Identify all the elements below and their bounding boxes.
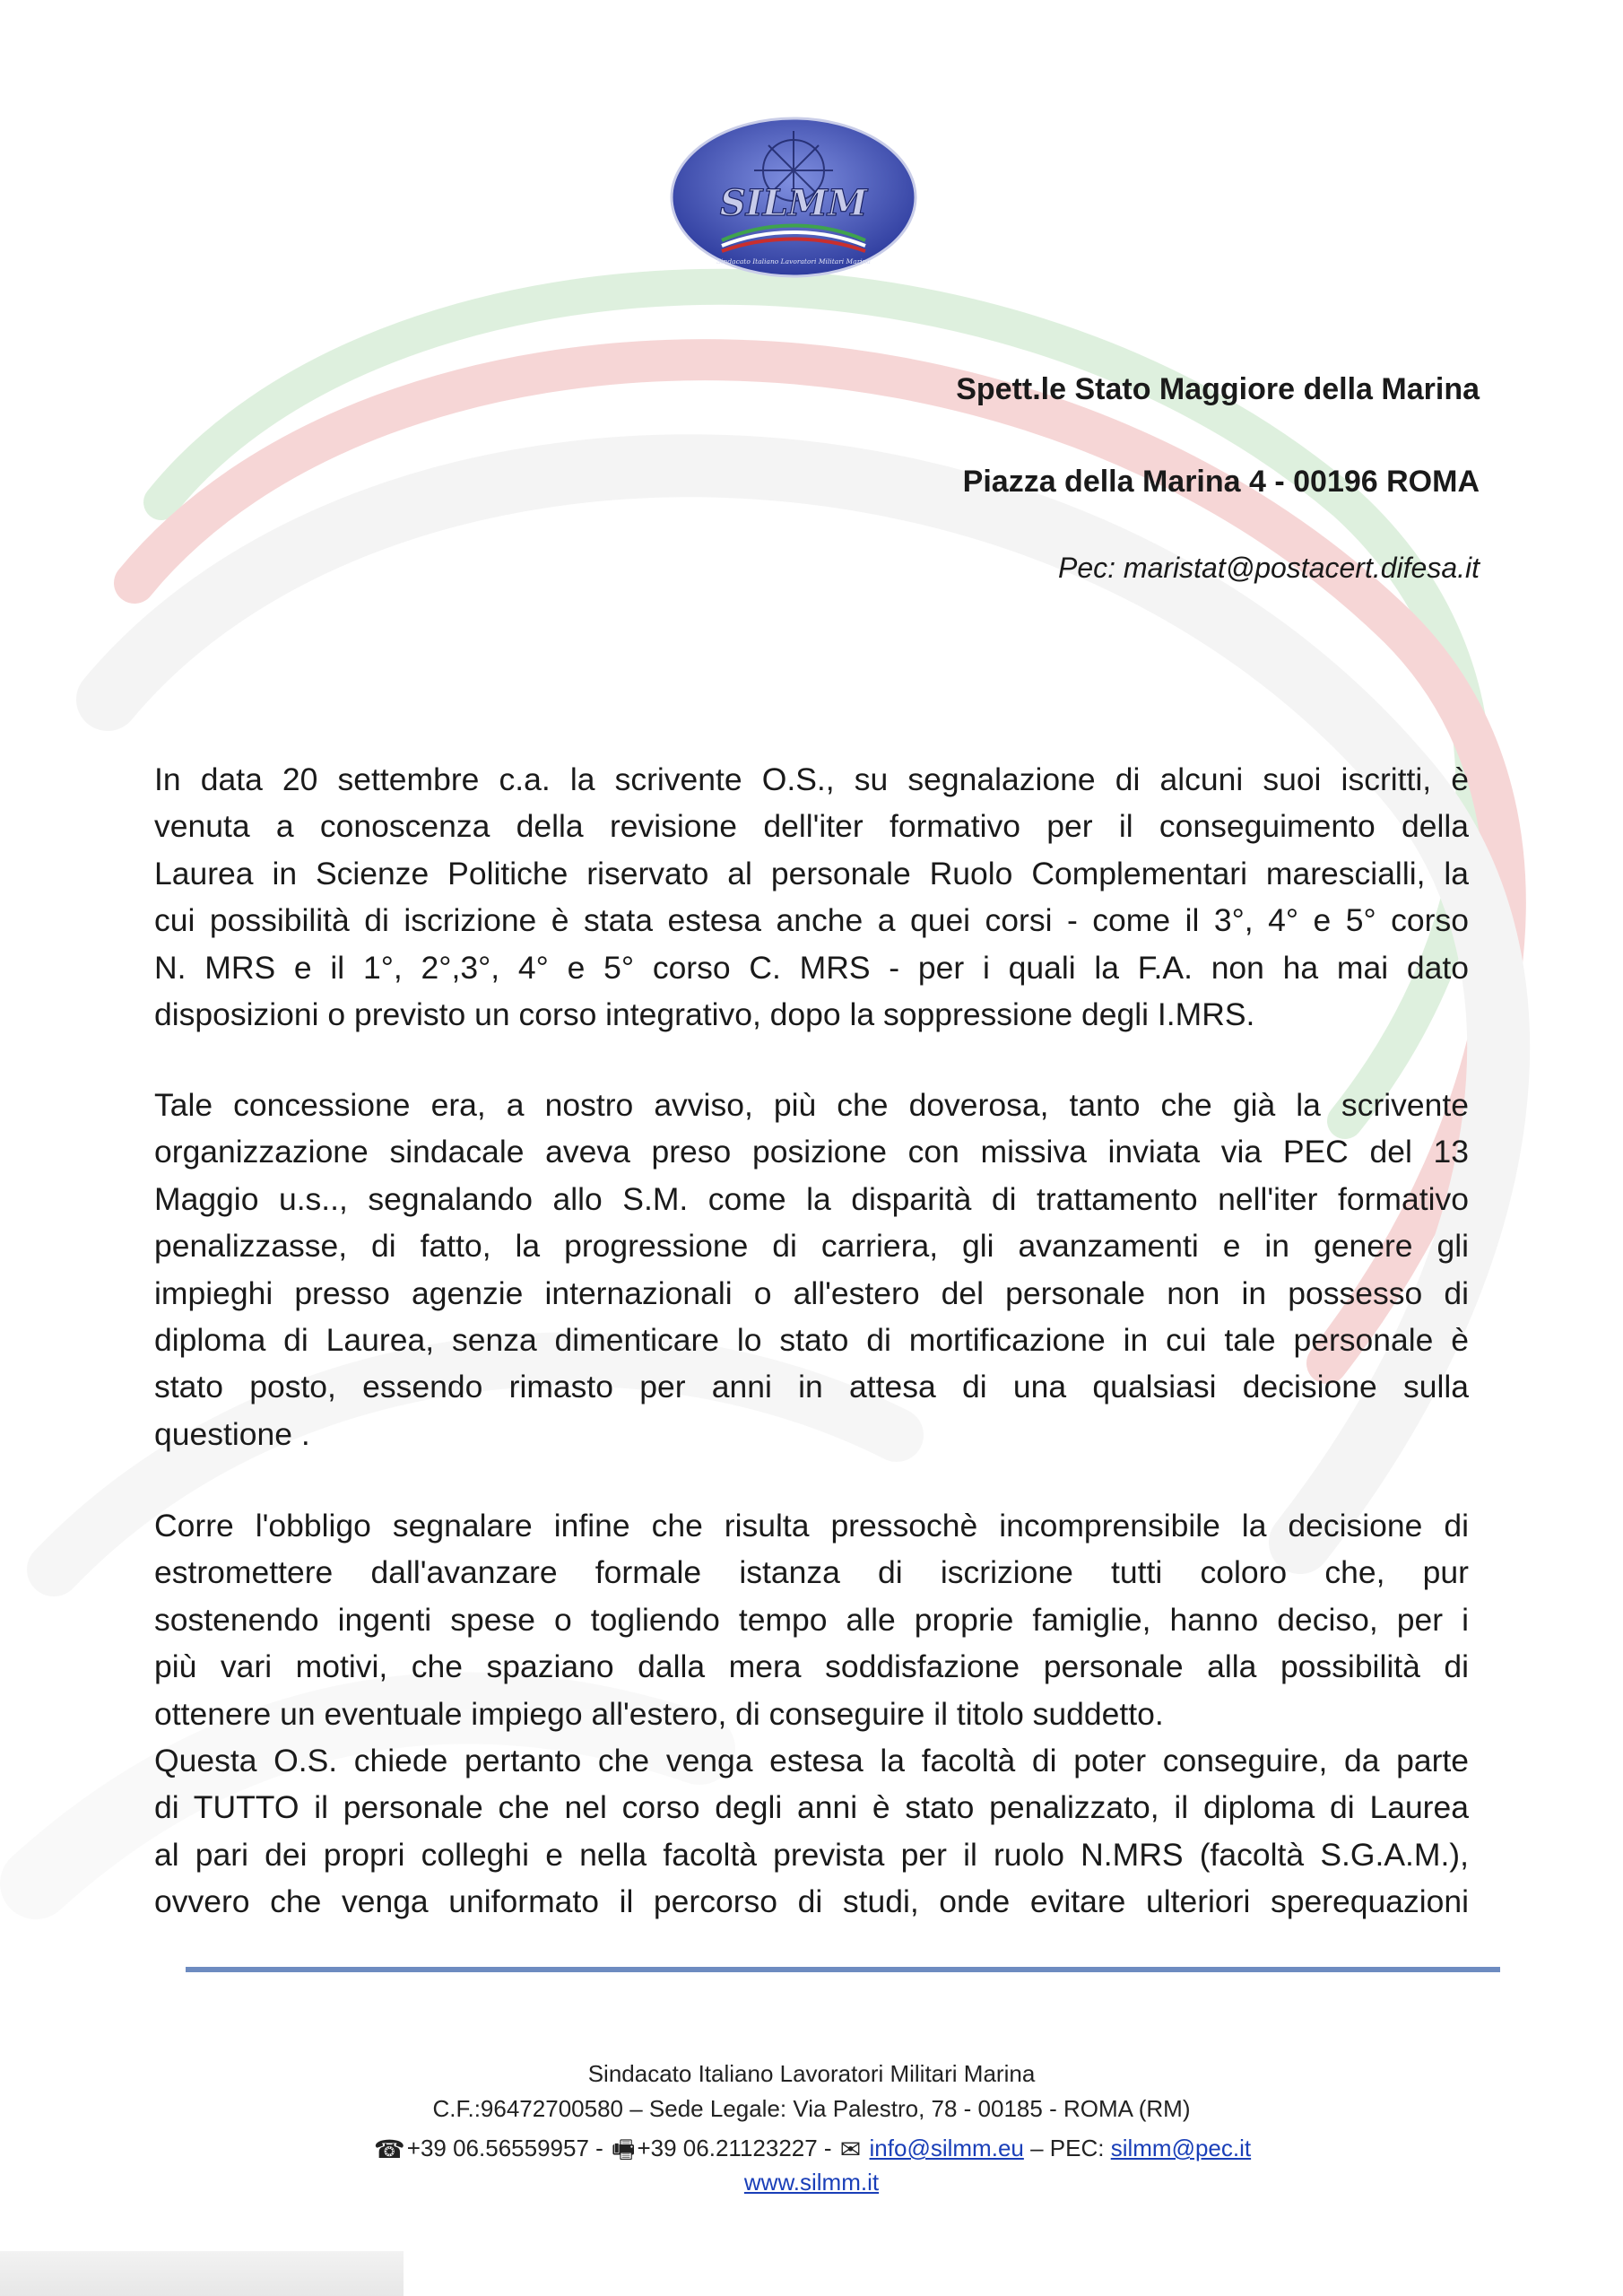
text-line: Laurea in Scienze Politiche riservato al personale Ruolo Complementari marescialli, la [154, 855, 1469, 891]
recipient-address: Piazza della Marina 4 - 00196 ROMA [962, 465, 1480, 499]
silmm-logo [668, 115, 919, 281]
recipient-pec: Pec: maristat@postacert.difesa.it [1058, 552, 1480, 584]
footer-fax: +39 06.21123227 - [637, 2135, 832, 2161]
text-line: di TUTTO il personale che nel corso degli anni è stato penalizzato, il diploma di Laurea [154, 1789, 1469, 1826]
fax-icon: 🖷 [612, 2135, 636, 2163]
text-line: ovvero che venga uniformato il percorso di studi, onde evitare ulteriori sperequazioni [154, 1883, 1469, 1920]
phone-icon: ☎ [373, 2135, 405, 2163]
text-line: disposizioni o previsto un corso integrativo, dopo la soppressione degli I.MRS. [154, 996, 1255, 1033]
text-line: Questa O.S. chiede pertanto che venga estesa la facoltà di poter conseguire, da parte [154, 1743, 1469, 1779]
footer-website-link[interactable]: www.silmm.it [743, 2169, 880, 2196]
text-line: impieghi presso agenzie internazionali o all'estero del personale non in possesso di [154, 1274, 1469, 1311]
text-line: Tale concessione era, a nostro avviso, più che doverosa, tanto che già la scrivente [154, 1087, 1469, 1123]
logo-text: SILMM [719, 182, 868, 224]
body-paragraph-1 [154, 756, 1469, 1038]
footer-pec-label: – PEC: [1030, 2135, 1105, 2161]
footer-org-name: Sindacato Italiano Lavoratori Militari Marina [587, 2060, 1036, 2087]
text-line: stato posto, essendo rimasto per anni in attesa di una qualsiasi decisione sulla [154, 1369, 1469, 1405]
recipient-name: Spett.le Stato Maggiore della Marina [956, 372, 1480, 406]
text-line: estromettere dall'avanzare formale istanza di iscrizione tutti coloro che, pur [154, 1554, 1469, 1591]
text-line: diploma di Laurea, senza dimenticare lo stato di mortificazione in cui tale personale è [154, 1322, 1469, 1359]
footer-contacts [0, 2131, 1623, 2174]
footer-legal-address: C.F.:96472700580 – Sede Legale: Via Palestro, 78 - 00185 - ROMA (RM) [432, 2095, 1191, 2122]
text-line: al pari dei propri colleghi e nella facoltà prevista per il ruolo N.MRS (facoltà S.G.A.M.), [154, 1836, 1469, 1873]
logo-subtitle: Sindacato Italiano Lavoratori Militari Marina [716, 257, 871, 265]
mail-icon: ✉ [839, 2135, 862, 2163]
text-line: più vari motivi, che spaziano dalla mera soddisfazione personale alla possibilità di [154, 1648, 1469, 1685]
text-line: In data 20 settembre c.a. la scrivente O.S., su segnalazione di alcuni suoi iscritti, è [154, 761, 1469, 797]
footer-pec-link[interactable]: silmm@pec.it [1110, 2135, 1252, 2161]
text-line: N. MRS e il 1°, 2°,3°, 4° e 5° corso C. MRS - per i quali la F.A. non ha mai dato [154, 949, 1469, 986]
text-line: sostenendo ingenti spese o togliendo tempo alle proprie famiglie, hanno deciso, per i [154, 1601, 1469, 1638]
text-line: questione . [154, 1415, 310, 1452]
text-line: ottenere un eventuale impiego all'estero, di conseguire il titolo suddetto. [154, 1695, 1164, 1732]
text-line: organizzazione sindacale aveva preso posizione con missiva inviata via PEC del 13 [154, 1134, 1469, 1170]
body-paragraph-3 [154, 1502, 1469, 1926]
footer-phone: +39 06.56559957 - [406, 2135, 603, 2161]
footer-website [0, 2169, 1623, 2196]
text-line: Maggio u.s.., segnalando allo S.M. come la disparità di trattamento nell'iter formativo [154, 1180, 1469, 1217]
page-edge-shadow [0, 2251, 404, 2296]
text-line: Corre l'obbligo segnalare infine che risulta pressochè incomprensibile la decisione di [154, 1508, 1469, 1544]
footer-email-link[interactable]: info@silmm.eu [869, 2135, 1024, 2161]
footer-divider [186, 1967, 1500, 1972]
text-line: cui possibilità di iscrizione è stata estesa anche a quei corsi - come il 3°, 4° e 5° corso [154, 902, 1469, 939]
text-line: venuta a conoscenza della revisione dell'iter formativo per il conseguimento della [154, 808, 1469, 845]
body-paragraph-2 [154, 1082, 1469, 1457]
text-line: penalizzasse, di fatto, la progressione di carriera, gli avanzamenti e in genere gli [154, 1228, 1469, 1265]
